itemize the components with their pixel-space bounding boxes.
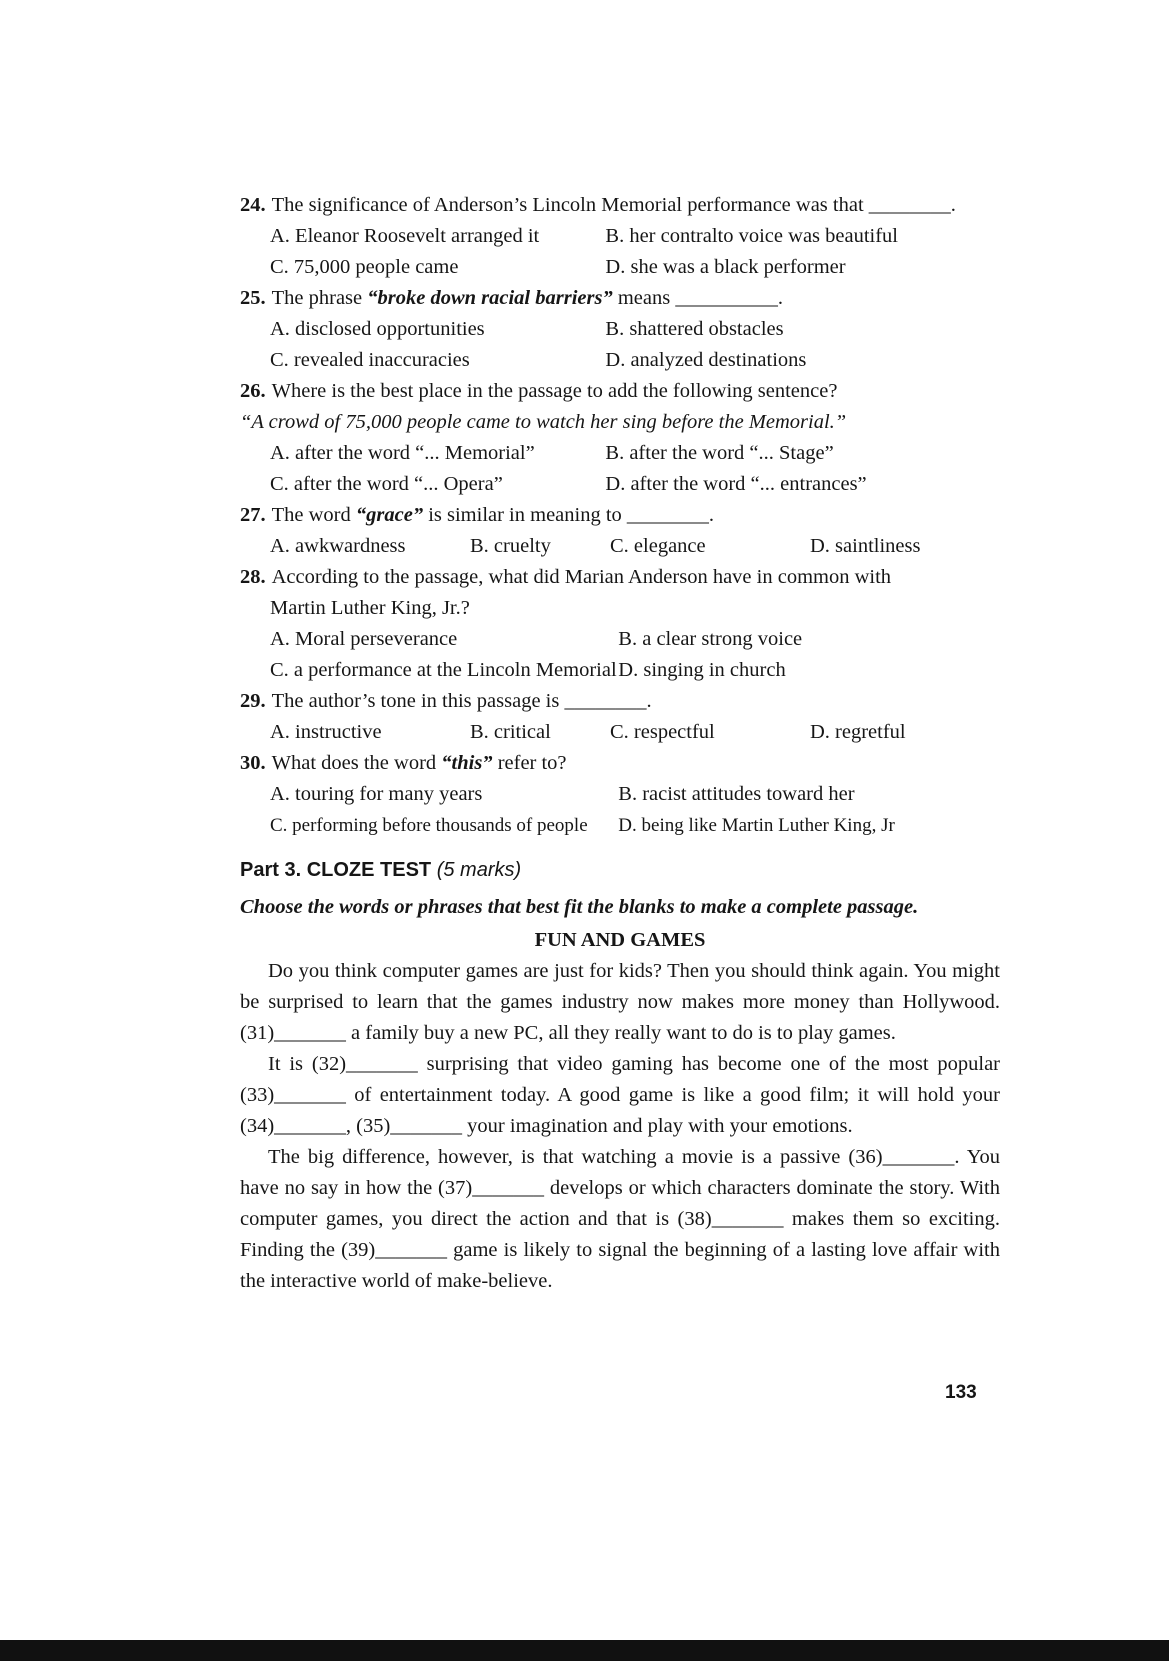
option-b: B. critical: [470, 721, 551, 743]
option-b: B. her contralto voice was beautiful: [605, 225, 899, 247]
option-c: C. 75,000 people came: [270, 256, 459, 278]
page-content: [240, 190, 1000, 1297]
page-number: 133: [945, 1382, 977, 1403]
options-25: [240, 314, 1000, 376]
options-27: [240, 531, 1000, 562]
question-emphasis: “broke down racial barriers”: [367, 287, 613, 309]
question-28: [240, 562, 1000, 593]
option-b: B. cruelty: [470, 535, 551, 557]
question-text: [272, 283, 783, 314]
option-d: D. being like Martin Luther King, Jr: [618, 815, 895, 836]
options-30: [240, 779, 1000, 841]
passage-paragraph-3: The big difference, however, is that watching a movie is a passive (36)_______. You have no say in how the (37)_______ develops or which characters dominate the story. With computer games, you direct the action and that is (38)_______ makes them so exciting. Finding the (39)_______ game is likely to signal the beginning of a lasting love affair with the interactive world of make-believe.: [240, 1146, 1000, 1292]
part-title: Part 3. CLOZE TEST: [240, 859, 432, 881]
question-text-pre: The word: [271, 504, 356, 526]
option-c: C. elegance: [610, 535, 706, 557]
option-c: C. a performance at the Lincoln Memorial: [270, 659, 617, 681]
option-a: A. Moral perseverance: [270, 628, 458, 650]
option-b: B. a clear strong voice: [618, 628, 803, 650]
question-text-post: means __________.: [612, 287, 783, 309]
option-d: D. regretful: [810, 721, 906, 743]
question-text: Where is the best place in the passage to add the following sentence?: [271, 380, 838, 402]
question-24: [240, 190, 1000, 221]
option-a: A. instructive: [270, 721, 382, 743]
question-29: [240, 686, 1000, 717]
question-number: 25.: [240, 287, 266, 309]
option-a: A. disclosed opportunities: [270, 318, 485, 340]
part-marks: (5 marks): [436, 859, 522, 881]
option-d: D. after the word “... entrances”: [605, 473, 867, 495]
option-c: C. revealed inaccuracies: [270, 349, 470, 371]
options-26: [240, 438, 1000, 500]
question-number: 27.: [240, 504, 266, 526]
question-text: The author’s tone in this passage is ________.: [271, 690, 652, 712]
option-b: B. shattered obstacles: [605, 318, 784, 340]
option-a: A. awkwardness: [270, 535, 406, 557]
option-c: C. performing before thousands of people: [270, 815, 588, 836]
question-text: [272, 500, 714, 531]
question-25: [240, 283, 1000, 314]
passage-title: FUN AND GAMES: [534, 929, 706, 951]
options-28: [240, 624, 1000, 686]
question-text-pre: What does the word: [271, 752, 442, 774]
question-text-post: is similar in meaning to ________.: [423, 504, 715, 526]
part-heading: [240, 855, 1000, 886]
question-26: [240, 376, 1000, 407]
options-29: [240, 717, 1000, 748]
option-d: D. saintliness: [810, 535, 921, 557]
question-number: 29.: [240, 690, 266, 712]
question-text: According to the passage, what did Marian Anderson have in common with: [271, 566, 892, 588]
question-text-post: refer to?: [492, 752, 567, 774]
passage-paragraph-2: It is (32)_______ surprising that video gaming has become one of the most popular (33)_______ of entertainment today. A good game is like a good film; it will hold your (34)_______, (35)_______ your imagination and play with your emotions.: [240, 1053, 1000, 1137]
question-number: 26.: [240, 380, 266, 402]
question-text: [272, 748, 567, 779]
option-d: D. singing in church: [618, 659, 786, 681]
part-instruction: Choose the words or phrases that best fit the blanks to make a complete passage.: [240, 896, 919, 918]
question-text-pre: The phrase: [271, 287, 368, 309]
options-24: [240, 221, 1000, 283]
question-text-continued: Martin Luther King, Jr.?: [270, 597, 470, 619]
question-emphasis: “grace”: [355, 504, 424, 526]
option-a: A. after the word “... Memorial”: [270, 442, 535, 464]
option-c: C. respectful: [610, 721, 715, 743]
question-number: 30.: [240, 752, 266, 774]
option-d: D. analyzed destinations: [605, 349, 807, 371]
question-30: [240, 748, 1000, 779]
question-number: 28.: [240, 566, 266, 588]
option-c: C. after the word “... Opera”: [270, 473, 503, 495]
option-a: A. touring for many years: [270, 783, 483, 805]
question-number: 24.: [240, 194, 266, 216]
quoted-sentence: “A crowd of 75,000 people came to watch her sing before the Memorial.”: [240, 411, 847, 433]
option-b: B. after the word “... Stage”: [605, 442, 834, 464]
option-d: D. she was a black performer: [605, 256, 846, 278]
question-27: [240, 500, 1000, 531]
scan-edge: [0, 1640, 1169, 1661]
question-emphasis: “this”: [441, 752, 493, 774]
passage-paragraph-1: Do you think computer games are just for kids? Then you should think again. You might be surprised to learn that the games industry now makes more money than Hollywood. (31)_______ a family buy a new PC, all they really want to do is to play games.: [240, 960, 1000, 1044]
question-text: The significance of Anderson’s Lincoln Memorial performance was that ________.: [271, 194, 956, 216]
option-a: A. Eleanor Roosevelt arranged it: [270, 225, 540, 247]
option-b: B. racist attitudes toward her: [618, 783, 855, 805]
